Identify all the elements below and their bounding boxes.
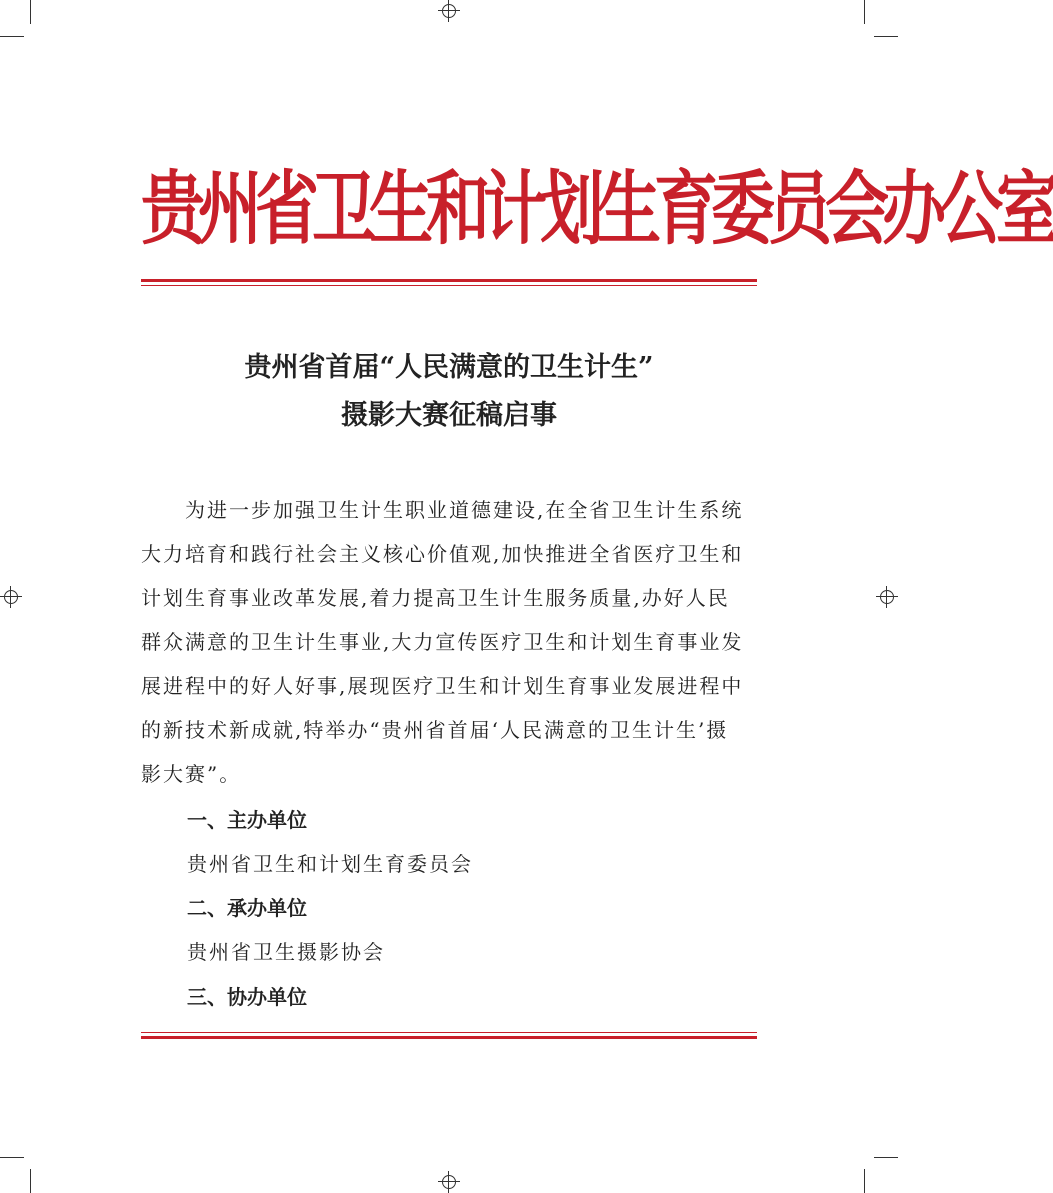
crop-mark (30, 1169, 31, 1193)
paragraph-line: 的新技术新成就,特举办“贵州省首届‘人民满意的卫生计生’摄 (141, 718, 729, 742)
registration-mark-right (876, 586, 898, 608)
crop-mark (874, 1157, 898, 1158)
paragraph-line: 群众满意的卫生计生事业,大力宣传医疗卫生和计划生育事业发 (141, 630, 744, 654)
paragraph-line: 展进程中的好人好事,展现医疗卫生和计划生育事业发展进程中 (141, 674, 744, 698)
paragraph-line: 计划生育事业改革发展,着力提高卫生计生服务质量,办好人民 (141, 586, 730, 610)
section-content-organizer: 贵州省卫生和计划生育委员会 (187, 852, 473, 876)
document-title-line1: 贵州省首届“人民满意的卫生计生” (244, 352, 654, 383)
section-content-host: 贵州省卫生摄影协会 (187, 940, 385, 964)
registration-mark-left (0, 586, 22, 608)
crop-mark (30, 0, 31, 24)
crop-mark (874, 36, 898, 37)
crop-mark (864, 1169, 865, 1193)
paragraph-line: 大力培育和践行社会主义核心价值观,加快推进全省医疗卫生和 (141, 542, 744, 566)
section-heading-host: 二、承办单位 (187, 896, 307, 920)
crop-mark (0, 36, 24, 37)
crop-mark (864, 0, 865, 24)
section-heading-organizer: 一、主办单位 (187, 808, 307, 832)
section-heading-co-organizer: 三、协办单位 (187, 985, 307, 1009)
masthead-divider-thick (141, 279, 757, 282)
document-title-line2: 摄影大赛征稿启事 (341, 400, 557, 431)
footer-divider-thin (141, 1032, 757, 1033)
registration-mark-top (438, 0, 460, 22)
masthead-title: 贵州省卫生和计划生育委员会办公室 (141, 162, 1053, 257)
paragraph-line: 为进一步加强卫生计生职业道德建设,在全省卫生计生系统 (185, 498, 744, 522)
footer-divider-thick (141, 1036, 757, 1039)
paragraph-line: 影大赛”。 (141, 762, 242, 786)
registration-mark-bottom (438, 1171, 460, 1193)
crop-mark (0, 1157, 24, 1158)
masthead-divider-thin (141, 285, 757, 286)
intro-paragraph (141, 488, 757, 796)
